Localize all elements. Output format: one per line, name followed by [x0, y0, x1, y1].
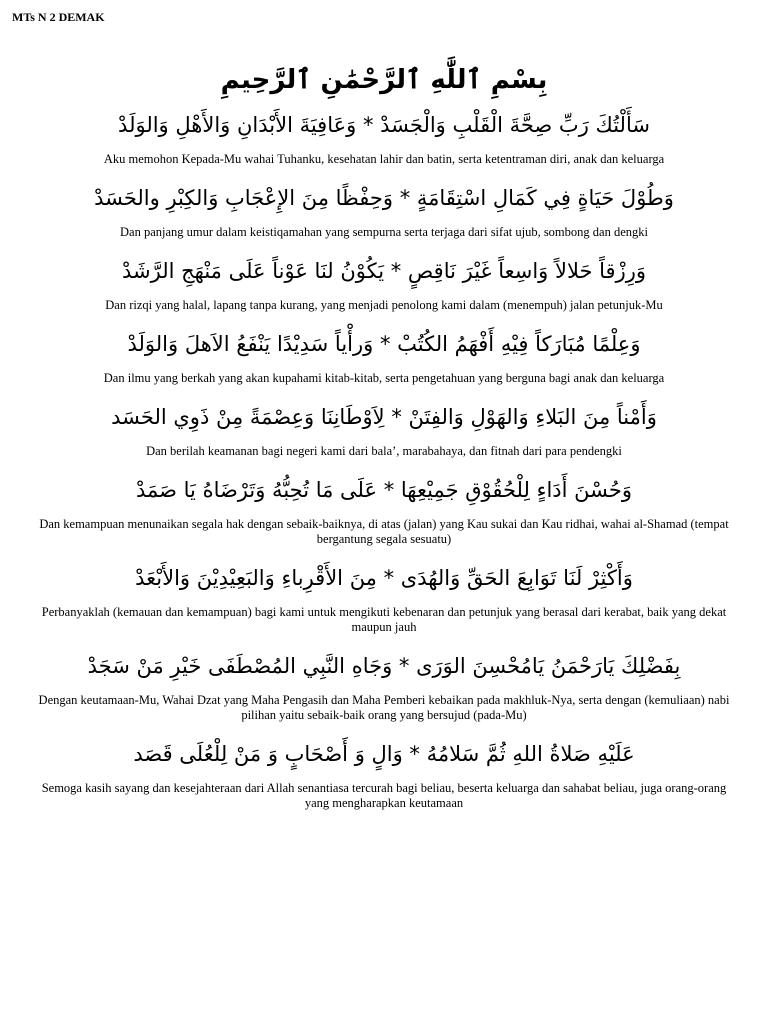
verse-translation: Aku memohon Kepada-Mu wahai Tuhanku, kesehatan lahir dan batin, serta ketentraman diri, anak dan keluarga	[103, 152, 665, 166]
verse-arabic: وَرِزْقاً حَلالاً وَاسِعاً غَيْرَ نَاقِصٍ * يَكُوْنُ لنَا عَوْناً عَلَى مَنْهَجِ الرَّشَدْ	[121, 259, 646, 283]
verse-arabic: وَطُوْلَ حَيَاةٍ فِي كَمَالِ اسْتِقَامَةٍ * وَحِفْظًا مِنَ الإِعْجَابِ وَالكِبْرِ والحَسَدْ	[94, 186, 674, 210]
verse-translation: Perbanyaklah (kemauan dan kemampuan) bagi kami untuk mengikuti kebenaran dan petunjuk yang berasal dari kerabat, baik yang dekat maupun jauh	[41, 605, 727, 634]
verse-translation: Dengan keutamaan-Mu, Wahai Dzat yang Maha Pengasih dan Maha Pemberi kebaikan pada makhluk-Nya, serta dengan (kemuliaan) nabi pilihan yaitu sebaik-baik orang yang bersujud (pada-Mu)	[38, 693, 730, 722]
verse-translation: Semoga kasih sayang dan kesejahteraan dari Allah senantiasa tercurah bagi beliau, beserta keluarga dan sahabat beliau, juga orang-orang yang mengharapkan keutamaan	[41, 781, 727, 810]
verse-block	[30, 250, 738, 313]
verse-translation: Dan rizqi yang halal, lapang tanpa kurang, yang menjadi penolong kami dalam (menempuh) jalan petunjuk-Mu	[105, 298, 663, 312]
verse-block	[30, 323, 738, 386]
verse-block	[30, 396, 738, 459]
verse-arabic: سَأَلْتُكَ رَبِّ صِحَّةَ الْقَلْبِ وَالْجَسَدْ * وَعَافِيَةَ الأَبْدَانِ وَالأَهْلِ وَالوَلَدْ	[118, 113, 650, 137]
verse-arabic: عَلَيْهِ صَلاةُ اللهِ ثُمَّ سَلامُهُ * وَالٍ وَ أَصْحَابٍ وَ مَنْ لِلْعُلَى قَصَد	[133, 742, 635, 766]
verse-block	[30, 557, 738, 635]
verse-block	[30, 645, 738, 723]
document-body	[30, 62, 738, 821]
basmalah-heading: بِسْمِ ٱللَّٰهِ ٱلرَّحْمَٰنِ ٱلرَّحِيمِ	[220, 65, 548, 95]
verse-translation: Dan kemampuan menunaikan segala hak dengan sebaik-baiknya, di atas (jalan) yang Kau sukai dan Kau ridhai, wahai al-Shamad (tempat bergantung segala sesuatu)	[39, 517, 729, 546]
verse-arabic: بِفَضْلِكَ يَارَحْمَنُ يَامُحْسِنَ الوَرَى * وَجَاهِ النَّبِي المُصْطَفَى خَيْرِ مَنْ سَجَدْ	[87, 654, 681, 678]
verse-translation: Dan berilah keamanan bagi negeri kami dari bala’, marabahaya, dan fitnah dari para pendengki	[146, 444, 622, 458]
school-name: MTs N 2 DEMAK	[12, 10, 105, 24]
verse-block	[30, 177, 738, 240]
verse-translation: Dan ilmu yang berkah yang akan kupahami kitab-kitab, serta pengetahuan yang berguna bagi anak dan keluarga	[103, 371, 665, 385]
verse-arabic: وَأَمْناً مِنَ البَلاءِ وَالهَوْلِ وَالفِتَنْ * لِاَوْطَانِنَا وَعِصْمَةً مِنْ ذَوِي الحَسَد	[111, 405, 657, 429]
verse-block	[30, 733, 738, 811]
verse-arabic: وَأَكْثِرْ لَنَا تَوَابِعَ الحَقِّ وَالهُدَى * مِنَ الأَقْرِباءِ وَالبَعِيْدِيْنَ وَالأَبْعَدْ	[135, 566, 633, 590]
verse-arabic: وَحُسْنَ أَدَاءٍ لِلْحُقُوْقِ جَمِيْعِهَا * عَلَى مَا تُحِبُّهُ وَتَرْضَاهُ يَا صَمَدْ	[135, 478, 632, 502]
verse-translation: Dan panjang umur dalam keistiqamahan yang sempurna serta terjaga dari sifat ujub, sombong dan dengki	[120, 225, 648, 239]
verse-block	[30, 469, 738, 547]
verse-arabic: وَعِلْمًا مُبَارَكاً فِيْهِ أَفْهَمُ الكُتُبْ * وَرأْياً سَدِيْدًا يَنْفَعُ الاَهلَ وَالوَلَدْ	[127, 332, 641, 356]
verse-block	[30, 104, 738, 167]
